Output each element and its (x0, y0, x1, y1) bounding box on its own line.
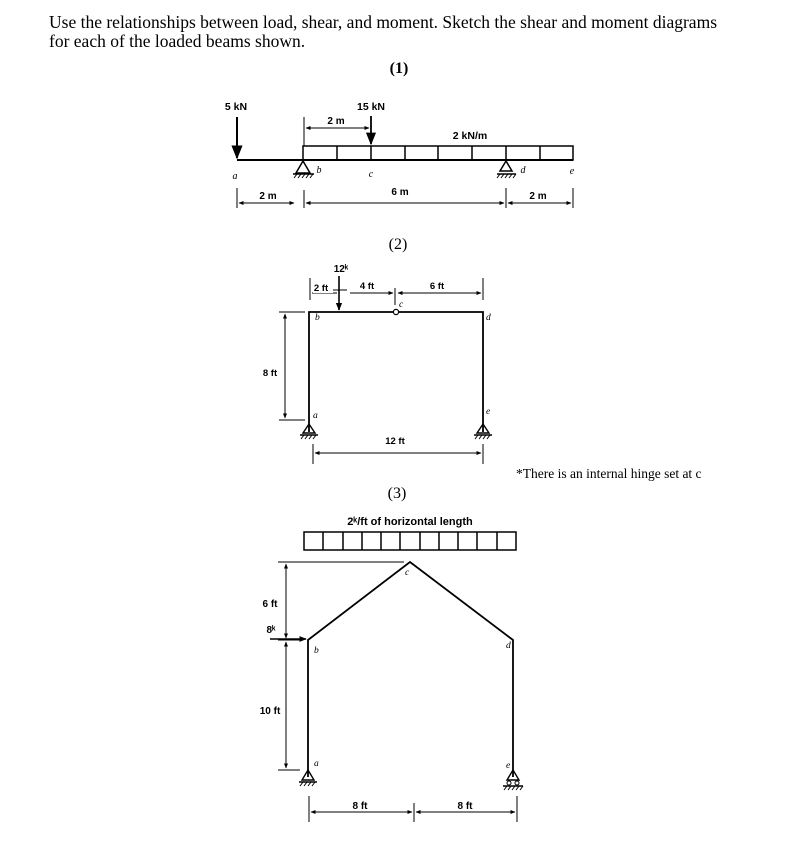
udl-3-label: 2ᵏ/ft of horizontal length (347, 516, 473, 528)
udl-1 (303, 146, 573, 160)
hinge-c (393, 309, 398, 314)
dim-2-8ft: 8 ft (262, 368, 278, 379)
point-1-d: d (520, 165, 526, 176)
point-3-a: a (314, 759, 319, 769)
point-3-c: c (405, 568, 410, 578)
dim-1-bc-label: 2 m (327, 116, 345, 127)
dim-3-8ft-left: 8 ft (352, 801, 368, 812)
instructions-line-1: Use the relationships between load, shear, and moment. Sketch the shear and moment diagrams (49, 12, 717, 32)
dim-3-10ft: 10 ft (259, 706, 281, 717)
dim-3-bottom (309, 796, 517, 822)
point-1-a: a (232, 171, 238, 182)
dim-2-6ft: 6 ft (429, 281, 445, 292)
instructions-line-2: for each of the loaded beams shown. (49, 31, 306, 51)
load-12k-label: 12ᵏ (333, 264, 349, 275)
problem-1 (225, 60, 575, 208)
point-2-b: b (315, 313, 320, 323)
frame-3 (308, 562, 513, 777)
dim-3-8ft-right: 8 ft (457, 801, 473, 812)
roller-support-d1 (497, 161, 516, 178)
point-1-c: c (368, 169, 374, 180)
dim-2-2ft: 2 ft (313, 283, 329, 294)
point-1-b: b (316, 165, 322, 176)
dim-2-4ft: 4 ft (359, 281, 375, 292)
dim-3-heights (278, 562, 404, 770)
point-3-d: d (506, 641, 511, 651)
point-3-b: b (314, 646, 319, 656)
pin-support-b1 (293, 161, 314, 178)
dim-3-6ft: 6 ft (262, 599, 278, 610)
problem-3 (256, 485, 523, 822)
problem-2-title: (2) (388, 236, 408, 253)
dim-2-width (313, 444, 483, 464)
load-8k-label: 8ᵏ (266, 625, 276, 636)
point-2-a: a (313, 411, 318, 421)
frame-2 (309, 312, 483, 432)
load-15kn-label: 15 kN (356, 101, 386, 113)
dim-2-height (279, 312, 305, 420)
udl-3 (304, 532, 516, 550)
problem-2 (258, 236, 702, 481)
dim-1-bd-label: 6 m (391, 187, 409, 198)
point-3-e: e (506, 761, 511, 771)
load-5kn-label: 5 kN (224, 101, 248, 113)
point-2-d: d (486, 313, 491, 323)
udl-1-label: 2 kN/m (452, 130, 488, 142)
point-2-c: c (399, 300, 404, 310)
dim-1-ab-label: 2 m (259, 191, 277, 202)
hinge-note: *There is an internal hinge set at c (516, 466, 702, 481)
dim-2-top (310, 278, 483, 305)
dim-1-de-label: 2 m (529, 191, 547, 202)
problem-1-title: (1) (389, 60, 409, 77)
point-1-e: e (569, 166, 575, 177)
dim-2-12ft: 12 ft (385, 436, 405, 447)
problem-3-title: (3) (387, 485, 407, 502)
point-2-e: e (486, 407, 491, 417)
